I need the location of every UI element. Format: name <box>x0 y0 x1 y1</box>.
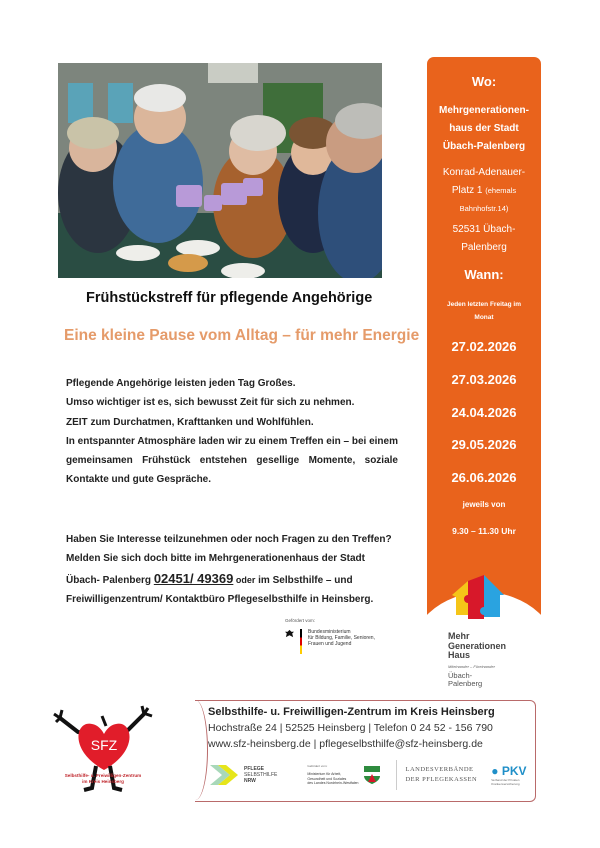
org-name: Selbsthilfe- u. Freiwilligen-Zentrum im Kreis Heinsberg <box>208 706 495 718</box>
event-date: 26.06.2026 <box>451 470 517 486</box>
when-heading: Wann: <box>464 267 504 282</box>
venue-line: haus der Stadt <box>449 123 519 134</box>
org-address: Hochstraße 24 | 52525 Heinsberg | Telefon 0 24 52 - 156 790 <box>208 722 493 734</box>
pflege-chevron-icon <box>210 763 240 787</box>
logo-text: NRW <box>244 778 256 784</box>
event-title: Frühstückstreff für pflegende Angehörige <box>86 290 373 306</box>
ministry-name: Ministerium für Arbeit, <box>307 772 342 777</box>
description-line: Kontakte und gute Gespräche. <box>66 474 212 486</box>
ministry-name: Bundesministerium <box>308 629 351 635</box>
contact-line: Freiwilligenzentrum/ Kontaktbüro Pflegeselbsthilfe in Heinsberg. <box>66 593 374 605</box>
contact-text: im Selbsthilfe – und <box>255 574 353 586</box>
event-info-panel <box>427 57 541 647</box>
venue-address <box>427 164 541 218</box>
address-note: (ehemals <box>485 186 517 195</box>
event-date: 24.04.2026 <box>451 404 517 420</box>
email-link[interactable]: pflegeselbsthilfe@sfz-heinsberg.de <box>319 738 483 750</box>
logo-text: Krankenversicherung <box>491 782 520 786</box>
logo-text: Generationen <box>448 640 507 651</box>
address-note: Bahnhofstr.14) <box>459 204 509 213</box>
logo-city: Palenberg <box>448 679 483 688</box>
event-description <box>66 374 398 490</box>
logo-text: Mehr <box>448 631 470 641</box>
contact-text: oder <box>233 574 256 585</box>
phone-number[interactable]: 02451/ 49369 <box>153 570 234 586</box>
venue-line: Mehrgenerationen- <box>438 105 529 116</box>
schedule-rule <box>427 298 541 324</box>
address-line: Platz 1 <box>451 185 486 196</box>
time-label: jeweils von <box>462 500 506 509</box>
description-line: Pflegende Angehörige leisten jeden Tag Großes. <box>66 378 296 389</box>
event-dates <box>427 339 541 503</box>
german-flag-bar <box>300 629 302 654</box>
event-date: 29.05.2026 <box>451 437 517 453</box>
event-time: 9.30 – 11.30 Uhr <box>452 526 516 536</box>
event-date: 27.03.2026 <box>451 371 517 387</box>
org-web-email <box>208 738 483 750</box>
ministry-name: für Bildung, Familie, Senioren, <box>308 635 375 641</box>
contact-line: Haben Sie Interesse teilzunehmen oder noch Fragen zu den Treffen? <box>66 534 392 545</box>
sfz-mascot-logo <box>48 700 158 800</box>
schedule-line: Jeden letzten Freitag im <box>446 301 522 308</box>
nrw-ministry-logo <box>307 764 380 786</box>
pkv-logo <box>491 764 526 786</box>
logo-text: SELBSTHILFE <box>244 772 278 778</box>
logo-city: Übach- <box>448 670 473 680</box>
venue-postcode <box>427 221 541 257</box>
sfz-caption <box>48 773 158 785</box>
separator: | <box>310 738 320 750</box>
house-puzzle-icon <box>448 575 508 623</box>
landesverbaende-logo <box>405 765 477 785</box>
contact-line: Melden Sie sich doch bitte im Mehrgenerationenhaus der Stadt <box>66 553 365 565</box>
ministry-name: Gesundheit und Soziales <box>307 776 347 781</box>
contact-line <box>66 569 406 590</box>
description-line: Umso wichtiger ist es, sich bewusst Zeit für sich zu nehmen. <box>66 397 355 409</box>
sfz-badge-text: SFZ <box>90 737 118 753</box>
logo-text: PFLEGE <box>244 766 265 772</box>
description-line: gemeinsamen Frühstück entstehen gesellige Momente, soziale <box>66 455 398 467</box>
logo-text: DER PFLEGEKASSEN <box>405 776 478 783</box>
website-link[interactable]: www.sfz-heinsberg.de <box>208 738 311 750</box>
venue-name <box>427 102 541 156</box>
schedule-line: Monat <box>474 314 494 321</box>
postcode-line: 52531 Übach- <box>452 224 516 235</box>
pflege-selbsthilfe-nrw-logo <box>210 763 277 787</box>
description-line: In entspannter Atmosphäre laden wir zu einem Treffen ein – bei einem <box>66 435 398 447</box>
bmfsfj-logo <box>285 618 405 654</box>
funded-label: Gefördert vom: <box>307 764 328 769</box>
where-heading: Wo: <box>471 74 497 89</box>
logo-tagline: Miteinander – Füreinander <box>448 663 495 669</box>
contact-info <box>66 530 406 609</box>
logo-text: Verband der Privaten <box>491 778 520 782</box>
event-subtitle: Eine kleine Pause vom Alltag – für mehr Energie <box>64 327 420 344</box>
address-line: Konrad-Adenauer- <box>442 167 526 178</box>
mehrgenerationenhaus-logo <box>448 575 538 689</box>
ministry-name: Frauen und Jugend <box>308 641 352 647</box>
federal-eagle-icon <box>285 629 294 638</box>
logo-divider <box>396 760 397 790</box>
box-bracket <box>183 700 208 800</box>
caption-line: im Kreis Heinsberg <box>82 779 124 784</box>
nrw-crest-icon <box>364 766 380 784</box>
hero-photo <box>58 63 382 278</box>
caption-line: Selbsthilfe- u. Freiwilligen-Zentrum <box>64 773 142 778</box>
ministry-name: des Landes Nordrhein-Westfalen <box>307 781 359 786</box>
pkv-drop-icon: ● <box>491 764 499 778</box>
partner-logos <box>210 755 535 795</box>
description-line: ZEIT zum Durchatmen, Krafttanken und Wohlfühlen. <box>66 416 314 428</box>
event-date: 27.02.2026 <box>451 339 517 354</box>
venue-line: Übach-Palenberg <box>442 141 526 152</box>
logo-text: Haus <box>448 650 471 660</box>
logo-text: LANDESVERBÄNDE <box>405 766 474 773</box>
contact-text: Übach- Palenberg <box>66 574 154 586</box>
funded-label: Gefördert vom: <box>285 618 316 623</box>
logo-text: PKV <box>501 764 527 778</box>
postcode-line: Palenberg <box>461 242 507 253</box>
